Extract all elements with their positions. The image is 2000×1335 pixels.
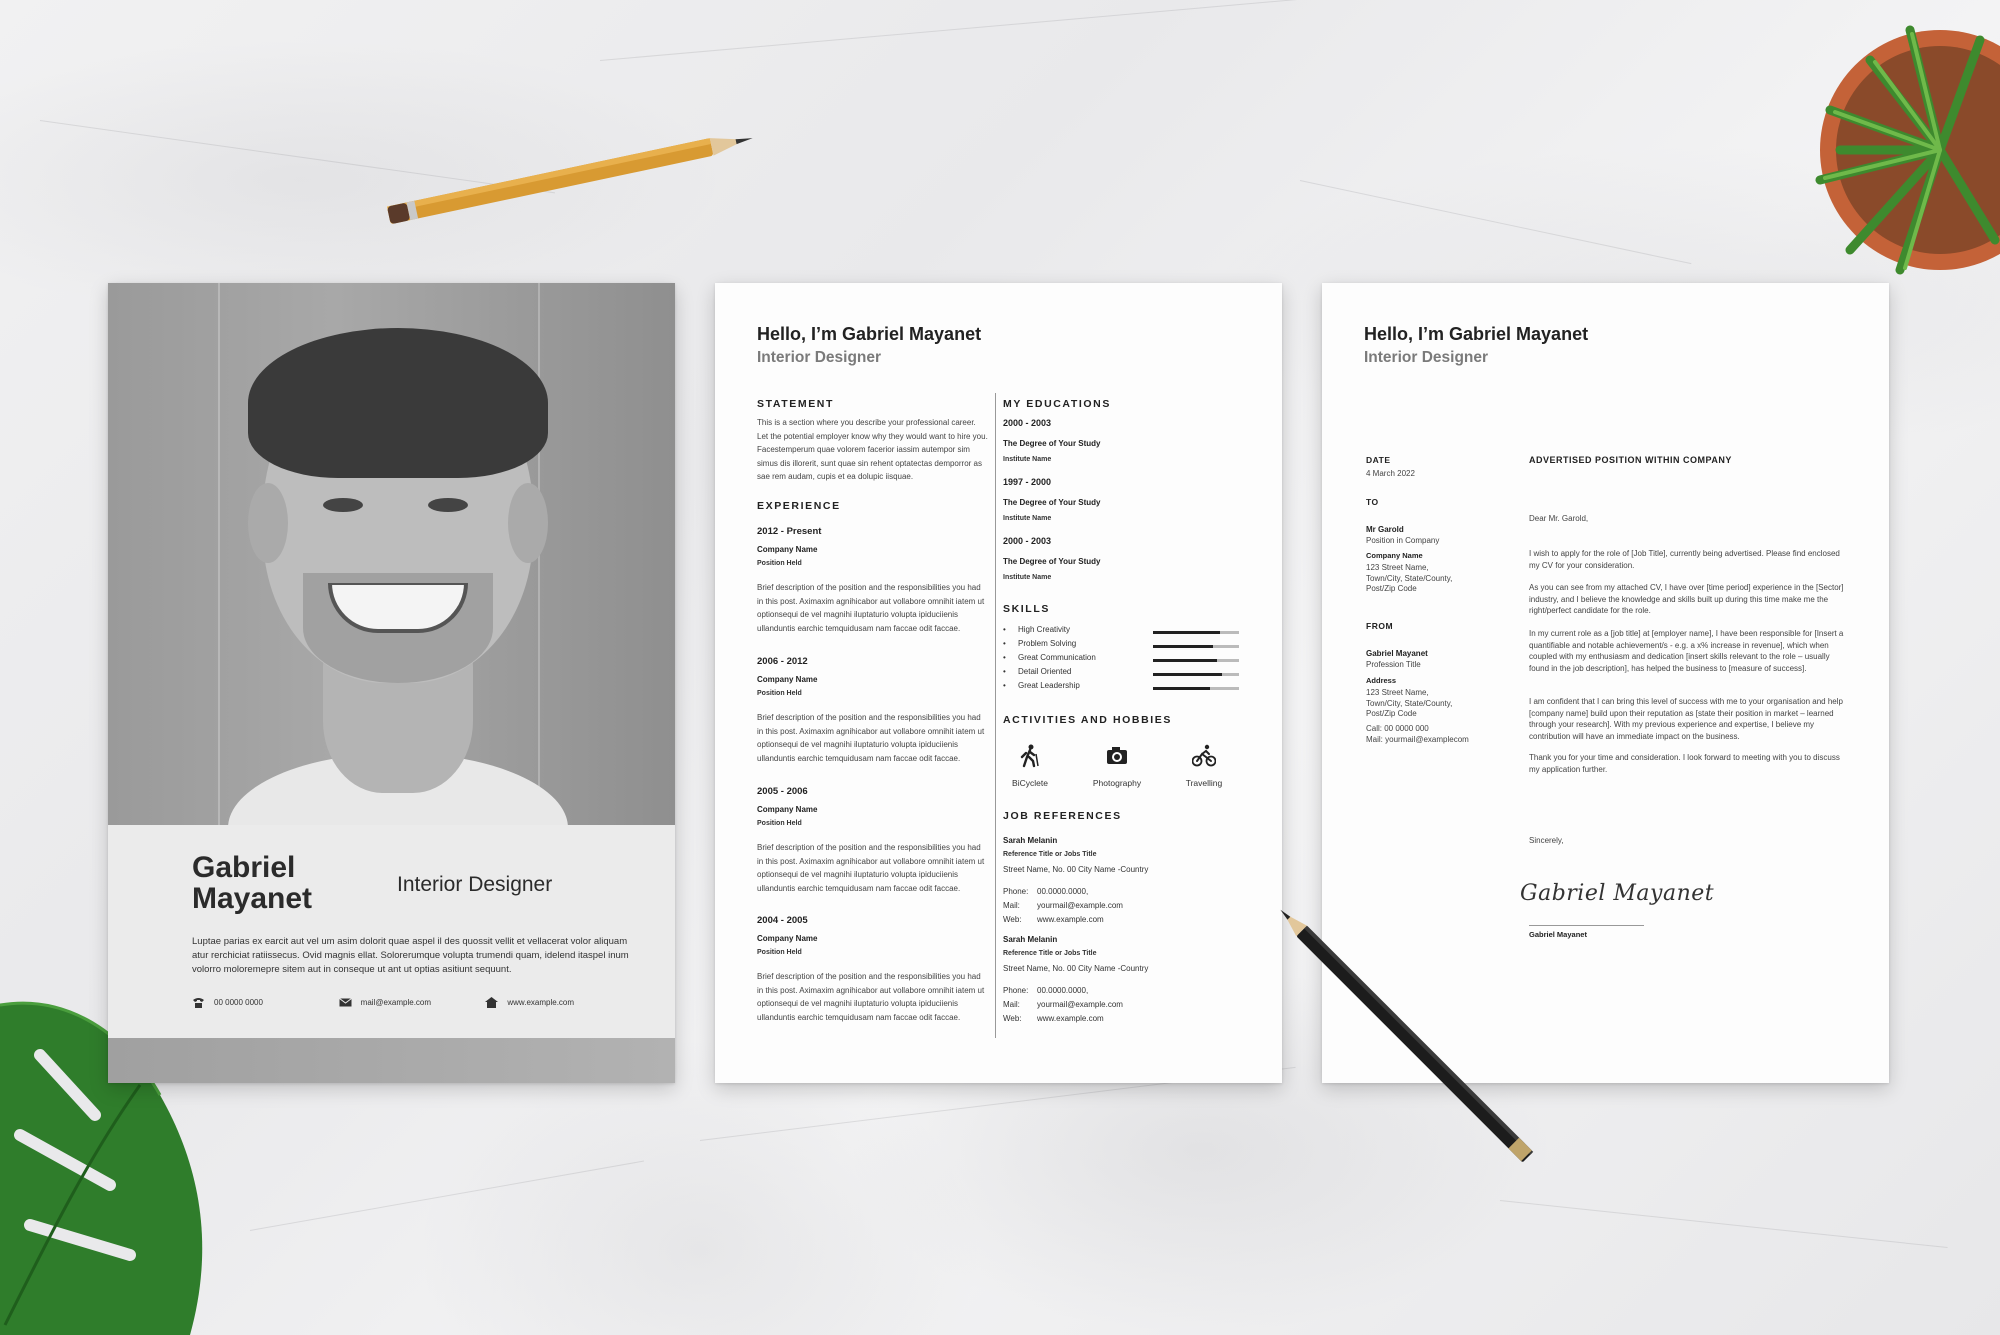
education-date: 2000 - 2003 — [1003, 418, 1052, 428]
skill-bar-fill — [1153, 631, 1220, 634]
hobby-item: Travelling — [1159, 744, 1249, 788]
experience-position: Position Held — [757, 690, 802, 697]
reference-name: Sarah Melanin — [1003, 836, 1058, 845]
skill-name: Great Communication — [1018, 653, 1096, 662]
skill-bullet: • — [1003, 639, 1006, 648]
letter-paragraph: As you can see from my attached CV, I have over [time period] experience in the [Sector] industry, and I believe the knowledge and skills built up during this time make me the right/perfect candidate for the role. — [1529, 583, 1844, 615]
to-company: Company Name — [1366, 551, 1423, 560]
from-name: Gabriel Mayanet — [1366, 649, 1428, 658]
experience-desc: Brief description of the position and the responsibilities you had in this post. Aximaxim agnihicabor aut vollabore omnihit iatem ut optionsequi de vel magnihi iluptaturio volupta ipiduciienis ullanduntis earchic temquidusam nam faccae odit faccae. — [757, 972, 985, 1022]
signature-name: Gabriel Mayanet — [1529, 930, 1587, 939]
resume-subtitle: Interior Designer — [757, 349, 882, 366]
experience-date: 2006 - 2012 — [757, 656, 808, 667]
education-date: 2000 - 2003 — [1003, 536, 1052, 546]
skill-name: Detail Oriented — [1018, 667, 1072, 676]
from-mail: Mail: yourmail@examplecom — [1366, 735, 1469, 744]
handwritten-signature: Gabriel Mayanet — [1520, 881, 1715, 906]
experience-heading: EXPERIENCE — [757, 500, 841, 512]
cover-bottom-band — [108, 1038, 675, 1083]
education-degree: The Degree of Your Study — [1003, 557, 1101, 566]
hobbies-heading: ACTIVITIES AND HOBBIES — [1003, 714, 1172, 726]
hobby-item: Photography — [1072, 744, 1162, 788]
home-icon — [485, 997, 498, 1008]
position-heading: ADVERTISED POSITION WITHIN COMPANY — [1529, 455, 1732, 465]
camera-icon — [1105, 744, 1129, 768]
experience-desc: Brief description of the position and the responsibilities you had in this post. Aximaxim agnihicabor aut vollabore omnihit iatem ut optionsequi de vel magnihi iluptaturio volupta ipiduciienis ullanduntis earchic temquidusam nam faccae odit faccae. — [757, 583, 985, 633]
experience-position: Position Held — [757, 949, 802, 956]
skill-bar-fill — [1153, 687, 1210, 690]
mail-icon — [339, 997, 352, 1008]
reference-phone: Phone: 00.0000.0000, — [1003, 887, 1089, 896]
skill-bar — [1153, 645, 1239, 648]
cover-info-panel — [108, 825, 675, 1038]
from-address-label: Address — [1366, 676, 1397, 685]
skill-name: Problem Solving — [1018, 639, 1077, 648]
profile-photo — [108, 283, 675, 825]
contact-mail: mail@example.com — [339, 997, 486, 1008]
date-label: DATE — [1366, 455, 1391, 465]
experience-date: 2005 - 2006 — [757, 786, 808, 797]
letter-greeting: Dear Mr. Garold, — [1529, 514, 1589, 523]
skill-name: High Creativity — [1018, 625, 1071, 634]
education-degree: The Degree of Your Study — [1003, 439, 1101, 448]
contact-web: www.example.com — [485, 997, 632, 1008]
education-degree: The Degree of Your Study — [1003, 498, 1101, 507]
skill-bullet: • — [1003, 625, 1006, 634]
skill-bar — [1153, 631, 1239, 634]
letter-date: 4 March 2022 — [1366, 469, 1415, 478]
letter-paragraph: I wish to apply for the role of [Job Title], currently being advertised. Please find enclosed my CV for your consideration. — [1529, 549, 1840, 570]
letter-closing: Sincerely, — [1529, 836, 1564, 845]
from-call: Call: 00 0000 000 — [1366, 724, 1429, 733]
education-heading: MY EDUCATIONS — [1003, 398, 1111, 410]
statement-heading: STATEMENT — [757, 398, 835, 410]
letter-hello-title: Hello, I’m Gabriel Mayanet — [1364, 324, 1589, 344]
reference-web: Web: www.example.com — [1003, 915, 1104, 924]
cover-page — [108, 283, 675, 1083]
reference-phone: Phone: 00.0000.0000, — [1003, 986, 1089, 995]
letter-subtitle: Interior Designer — [1364, 349, 1489, 366]
skill-bar-fill — [1153, 659, 1217, 662]
skill-row — [1003, 625, 1263, 639]
skill-bullet: • — [1003, 667, 1006, 676]
skill-bar — [1153, 659, 1239, 662]
skill-bullet: • — [1003, 653, 1006, 662]
to-position: Position in Company — [1366, 536, 1440, 545]
reference-address: Street Name, No. 00 City Name -Country — [1003, 865, 1149, 874]
contact-phone: 00 0000 0000 — [192, 997, 339, 1008]
skill-row — [1003, 639, 1263, 653]
experience-position: Position Held — [757, 560, 802, 567]
skill-bar-fill — [1153, 645, 1213, 648]
experience-date: 2004 - 2005 — [757, 915, 808, 926]
phone-icon — [192, 997, 205, 1008]
reference-mail: Mail: yourmail@example.com — [1003, 901, 1123, 910]
reference-web: Web: www.example.com — [1003, 1014, 1104, 1023]
from-label: FROM — [1366, 621, 1394, 631]
letter-paragraph: In my current role as a [job title] at [employer name], I have been responsible for [Insert a quantifiable and notable achievement/s - e.g. a x% increase in revenue], which when coupled with my enthusiasm and dedication [insert skills relevant to the role – usually found in the job description], has helped the business to [measure of success]. — [1529, 629, 1844, 673]
pencil-top-icon — [365, 128, 775, 228]
from-address: 123 Street Name, Town/City, State/County, Post/Zip Code — [1366, 688, 1453, 718]
cover-role: Interior Designer — [397, 873, 553, 896]
skill-bar — [1153, 687, 1239, 690]
hiking-icon — [1018, 744, 1042, 768]
experience-company: Company Name — [757, 934, 818, 943]
reference-address: Street Name, No. 00 City Name -Country — [1003, 964, 1149, 973]
to-label: TO — [1366, 497, 1379, 507]
skill-row — [1003, 667, 1263, 681]
experience-desc: Brief description of the position and the responsibilities you had in this post. Aximaxim agnihicabor aut vollabore omnihit iatem ut optionsequi de vel magnihi iluptaturio volupta ipiduciienis ullanduntis earchic temquidusam nam faccae odit faccae. — [757, 713, 985, 763]
experience-position: Position Held — [757, 820, 802, 827]
skill-bar-fill — [1153, 673, 1222, 676]
cover-name: Gabriel Mayanet — [192, 851, 313, 915]
to-name: Mr Garold — [1366, 525, 1404, 534]
potted-plant-icon — [1790, 0, 2000, 310]
skill-bullet: • — [1003, 681, 1006, 690]
skill-bar — [1153, 673, 1239, 676]
experience-company: Company Name — [757, 545, 818, 554]
pencil-bottom-icon — [1270, 905, 1580, 1205]
resume-hello-title: Hello, I’m Gabriel Mayanet — [757, 324, 982, 344]
reference-title: Reference Title or Jobs Title — [1003, 851, 1097, 858]
education-institute: Institute Name — [1003, 574, 1052, 581]
letter-paragraph: I am confident that I can bring this level of success with me to your organisation and help [company name] build upon their reputation as [state their position in market – learned through your research]. With my previous experience and expertise, I believe my contribution will have an immediate impact on the business. — [1529, 697, 1843, 741]
experience-date: 2012 - Present — [757, 526, 822, 537]
references-heading: JOB REFERENCES — [1003, 810, 1122, 822]
skill-row — [1003, 653, 1263, 667]
experience-company: Company Name — [757, 675, 818, 684]
skill-name: Great Leadership — [1018, 681, 1080, 690]
to-address: 123 Street Name, Town/City, State/County, Post/Zip Code — [1366, 563, 1453, 593]
skills-heading: SKILLS — [1003, 603, 1050, 615]
from-title: Profession Title — [1366, 660, 1421, 669]
experience-company: Company Name — [757, 805, 818, 814]
statement-text: This is a section where you describe your professional career. Let the potential employer know why they would want to hire you. Facestemperum quae volorem facerior iassim autempor sim simus dis illorerit, sunt quae sin rehent optatectas demporror as sae rem audam, cupis et ea dolupic iisquae. — [757, 418, 988, 481]
reference-mail: Mail: yourmail@example.com — [1003, 1000, 1123, 1009]
reference-name: Sarah Melanin — [1003, 935, 1058, 944]
hobby-item: BiCyclete — [985, 744, 1075, 788]
cyclist-icon — [1192, 744, 1216, 768]
education-date: 1997 - 2000 — [1003, 477, 1052, 487]
letter-paragraph: Thank you for your time and consideration. I look forward to meeting with you to discuss my application further. — [1529, 753, 1840, 774]
column-divider — [995, 393, 996, 1038]
resume-page — [715, 283, 1282, 1083]
experience-desc: Brief description of the position and the responsibilities you had in this post. Aximaxim agnihicabor aut vollabore omnihit iatem ut optionsequi de vel magnihi iluptaturio volupta ipiduciienis ullanduntis earchic temquidusam nam faccae odit faccae. — [757, 843, 985, 893]
education-institute: Institute Name — [1003, 456, 1052, 463]
cover-description: Luptae parias ex earcit aut vel um asim dolorit quae aspel il des quossit vellit et vellacerat volor aliquam atur rerchiciat ratiissecus. Ovid magnis ellat. Solorerumque volupta trumendi quam, idelend itaspel inum volorro moloremepre sitem aut in conseque ut ant ut optias asitiunt sequunt. — [192, 936, 629, 975]
skill-row — [1003, 681, 1263, 695]
education-institute: Institute Name — [1003, 515, 1052, 522]
reference-title: Reference Title or Jobs Title — [1003, 950, 1097, 957]
cover-contacts — [192, 997, 632, 1008]
